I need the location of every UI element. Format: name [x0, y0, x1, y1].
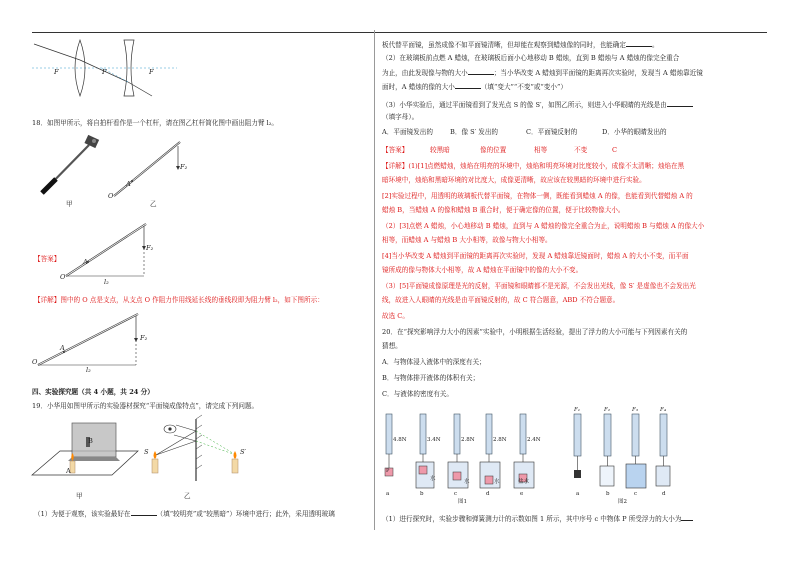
q19-detail-10: 线，故进入人眼睛的光线是由平面镜反射的，故 C 符合题意，ABD 不符合题意。: [382, 296, 620, 304]
q19-label-b: B: [88, 437, 93, 445]
header-rule: [32, 32, 767, 33]
fig2-letter-c: c: [634, 491, 638, 497]
q19-detail-3: [2]实验过程中，用透明的玻璃板代替平面镜，在物体一侧，既能看到蜡烛 A 的像，也能看到代替蜡烛 A 的: [382, 192, 693, 200]
q19-label-s-prime: S′: [240, 448, 247, 456]
fig1-liquid-b: 水: [430, 476, 436, 482]
option-c: C．平面镜反射的: [526, 128, 578, 136]
q18-answer-diagram: [62, 220, 152, 280]
detail-label-a: A: [60, 344, 65, 352]
q19-answer-5: C: [612, 146, 618, 154]
fig2-letter-a: a: [576, 491, 580, 497]
fig2-force-2: F₂: [604, 407, 611, 413]
q20-sub1: （1）进行探究时，实验步骤和弹簧测力计的示数如图 1 所示，其中序号 c 中物体 P 所受浮力的大小为: [382, 514, 693, 524]
answer-blank[interactable]: [455, 82, 481, 89]
q19-answer-1: 较黑暗: [430, 146, 450, 154]
r-line-2: （2）在玻璃板前点燃 A 蜡烛，在玻璃板后面小心地移动 B 蜡烛，直到 B 蜡烛与 A 蜡烛的像完全重合: [382, 54, 680, 62]
q19-label-a: A: [66, 467, 71, 475]
answer-blank[interactable]: [681, 514, 693, 521]
option-a: A．平面镜发出的: [382, 128, 433, 136]
q19-detail-8: 镜所成的像与物体大小相等，故 A 蜡烛在平面镜中的像的大小不变。: [382, 266, 583, 274]
fig2-force-1: F₁: [574, 407, 581, 413]
q19-answer-label: 【答案】: [382, 146, 409, 154]
q20-hyp-a: A．与物体浸入液体中的深度有关；: [382, 358, 486, 366]
r-line-3: 为止，由此发现像与物的大小 ；当小华改变 A 蜡烛到平面镜的距离再次实验时，发现当 A 蜡烛靠近镜: [382, 69, 703, 77]
q18-label-f2: F₂: [180, 163, 188, 171]
q20-hyp-c: C．与液体的密度有关。: [382, 390, 453, 398]
fig1-caption: 图1: [458, 499, 467, 505]
q19-detail-11: 故选 C。: [382, 312, 409, 320]
fig2-force-3: F₃: [632, 407, 639, 413]
q19-detail-7: [4]当小华改变 A 蜡烛到平面镜的距离再次实验时，发现 A 蜡烛靠近镜面时，蜡烛 A 的大小不变，而平面: [382, 252, 689, 260]
answer-blank[interactable]: [131, 509, 157, 516]
option-b: B．像 S′ 发出的: [450, 128, 499, 136]
fig2-caption: 图2: [618, 499, 627, 505]
q19-answer-3: 相等: [534, 146, 548, 154]
ans-label-o: O: [60, 273, 66, 281]
q19-label-s: S: [144, 448, 149, 456]
fig1-letter-e: e: [520, 491, 524, 497]
r-line-6: （填字母）。: [382, 113, 419, 121]
fig1-letter-c: c: [454, 491, 458, 497]
q19-detail-4: 蜡烛 B，当蜡烛 A 的像和蜡烛 B 重合时，便于确定像的位置，便于比较物像大小。: [382, 206, 625, 214]
answer-blank[interactable]: [667, 100, 693, 107]
q18-answer-label: 【答案】: [34, 255, 61, 263]
q18-detail: 【详解】图中的 O 点是支点，从支点 O 作阻力作用线延长线的垂线段即为阻力臂 l₂，如下图所示：: [34, 296, 324, 304]
fig1-letter-d: d: [486, 491, 490, 497]
fig1-letter-b: b: [420, 491, 424, 497]
fig1-liquid-d: 水: [494, 479, 500, 485]
ans-label-a: A: [83, 258, 88, 266]
lens-f-label-2: F: [102, 68, 107, 76]
mirror-experiment-figure: [30, 417, 140, 479]
q19-detail-1: 【详解】(1)[1]点燃蜡烛，烛焰在明亮的环境中，烛焰和明亮环境对比度较小，成像不太清晰；烛焰在黑: [382, 162, 685, 170]
lens-f-label-1: F: [54, 68, 59, 76]
fig1-reading-b: 3.4N: [427, 437, 441, 443]
ans-label-l2: l₂: [104, 278, 109, 286]
q19-sub1: （1）为便于观察，该实验最好在 （填“较明亮”或“较黑暗”）环境中进行；此外，采用透明玻璃: [34, 510, 335, 518]
q19-detail-6: 相等，而蜡烛 A 与蜡烛 B 大小相等，故像与物大小相等。: [382, 236, 552, 244]
fig1-reading-e: 2.4N: [527, 437, 541, 443]
buoyancy-figure-1: [380, 404, 570, 502]
fig1-reading-c: 2.8N: [461, 437, 475, 443]
q18-fig-yi-caption: 乙: [150, 200, 157, 208]
q20-line-1: 20．在“探究影响浮力大小的因素”实验中，小明根据生活经验，提出了浮力的大小可能与下列因素有关的: [382, 328, 688, 336]
fig2-letter-b: b: [606, 491, 610, 497]
answer-blank[interactable]: [468, 68, 494, 75]
q19-answer-2: 像的位置: [480, 146, 507, 154]
fig1-reading-d: 2.8N: [493, 437, 507, 443]
q18-fig-jia-caption: 甲: [66, 200, 73, 208]
fig1-liquid-e: 盐水: [518, 479, 530, 485]
r-line-4: 面时，A 蜡烛的像的大小 （填“变大”“不变”或“变小”）: [382, 83, 567, 91]
option-d: D．小华的眼睛发出的: [602, 128, 667, 136]
q19-fig-jia-caption: 甲: [76, 492, 83, 500]
answer-blank[interactable]: [626, 40, 652, 47]
section-title: 四、实验探究题（共 4 小题，共 24 分）: [32, 388, 154, 396]
fig1-liquid-c: 水: [464, 479, 470, 485]
fig1-p-label: P: [386, 468, 390, 474]
detail-label-f2: F₂: [140, 334, 148, 342]
q18-label-o: O: [108, 192, 114, 200]
r-line-1: 板代替平面镜，虽然成像不如平面镜清晰，但却能在观察到蜡烛像的同时，也能确定 。: [382, 41, 659, 49]
fig2-force-4: F₄: [660, 407, 667, 413]
ans-label-f2: F₂: [146, 244, 154, 252]
r-line-5: （3）小华实验后，通过平面镜看到了发光点 S 的像 S′，如图乙所示，则进入小华眼睛的光线是由: [382, 100, 693, 110]
column-divider: [374, 30, 375, 530]
selfie-stick-figure: [34, 135, 104, 200]
fig2-letter-d: d: [662, 491, 666, 497]
q18-label-a: A: [126, 180, 131, 188]
q18-text: 18．如图甲所示，将自拍杆看作是一个杠杆，请在图乙杠杆简化图中画出阻力臂 l₂。: [32, 119, 279, 127]
buoyancy-figure-2: [570, 404, 680, 494]
detail-label-o: O: [32, 358, 38, 366]
q20-hyp-b: B．与物体排开液体的体积有关；: [382, 374, 480, 382]
fig1-reading-a: 4.8N: [393, 437, 407, 443]
q19-answer-4: 不变: [574, 146, 588, 154]
detail-label-l2: l₂: [86, 366, 91, 374]
q19-text: 19．小华用如图甲所示的实验器材探究“平面镜成像特点”，请完成下列问题。: [32, 402, 259, 410]
q19-fig-yi-caption: 乙: [184, 492, 191, 500]
q19-detail-2: 暗环境中，烛焰和黑暗环境的对比度大，成像更清晰，故应该在较黑暗的环境中进行实验。: [382, 176, 646, 184]
fig1-letter-a: a: [386, 491, 390, 497]
q19-detail-9: （3）[5]平面镜成像原理是光的反射，平面镜和眼睛都不是光源，不会发出光线，像 S′ 是虚像也不会发出光: [382, 282, 696, 290]
q20-line-2: 猜想。: [382, 342, 402, 350]
q18-detail-diagram: [34, 310, 144, 370]
q19-detail-5: （2）[3]点燃 A 蜡烛，小心地移动 B 蜡烛，直到与 A 蜡烛的像完全重合为止，说明蜡烛 B 与蜡烛 A 的像大小: [382, 222, 705, 230]
lens-f-label-3: F: [149, 68, 154, 76]
